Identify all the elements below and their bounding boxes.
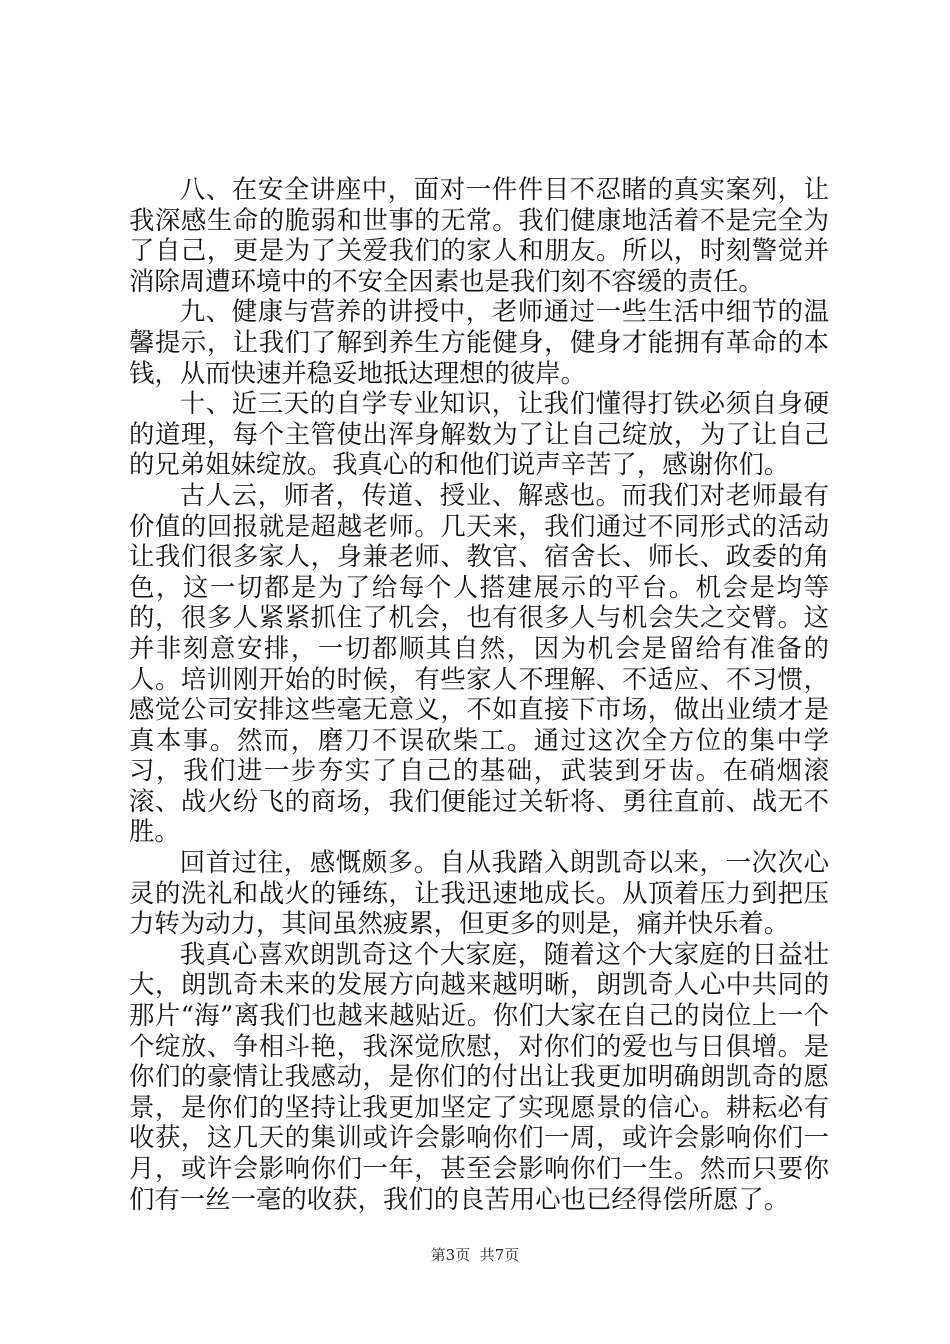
page-total: 共7页 <box>479 1246 520 1264</box>
paragraph-health-nutrition: 九、健康与营养的讲授中，老师通过一些生活中细节的温馨提示，让我们了解到养生方能健身，健身才能拥有革命的本钱，从而快速并稳妥地抵达理想的彼岸。 <box>129 296 829 388</box>
paragraph-teachers: 古人云，师者，传道、授业、解惑也。而我们对老师最有价值的回报就是超越老师。几天来，我们通过不同形式的活动让我们很多家人，身兼老师、教官、宿舍长、师长、政委的角色，这一切都是为了给每个人搭建展示的平台。机会是均等的，很多人紧紧抓住了机会，也有很多人与机会失之交臂。这并非刻意安排，一切都顺其自然，因为机会是留给有准备的人。培训刚开始的时候，有些家人不理解、不适应、不习惯，感觉公司安排这些毫无意义，不如直接下市场，做出业绩才是真本事。然而，磨刀不误砍柴工。通过这次全方位的集中学习，我们进一步夯实了自己的基础，武装到牙齿。在硝烟滚滚、战火纷飞的商场，我们便能过关斩将、勇往直前、战无不胜。 <box>129 479 829 847</box>
page-number: 第3页 <box>430 1246 471 1264</box>
paragraph-self-study: 十、近三天的自学专业知识，让我们懂得打铁必须自身硬的道理，每个主管使出浑身解数为了让自己绽放，为了让自己的兄弟姐妹绽放。我真心的和他们说声辛苦了，感谢你们。 <box>129 388 829 480</box>
paragraph-family: 我真心喜欢朗凯奇这个大家庭，随着这个大家庭的日益壮大，朗凯奇未来的发展方向越来越明晰，朗凯奇人心中共同的那片“海”离我们也越来越贴近。你们大家在自己的岗位上一个个绽放、争相斗艳，我深觉欣慰，对你们的爱也与日俱增。是你们的豪情让我感动，是你们的付出让我更加明确朗凯奇的愿景，是你们的坚持让我更加坚定了实现愿景的信心。耕耘必有收获，这几天的集训或许会影响你们一周，或许会影响你们一月，或许会影响你们一年，甚至会影响你们一生。然而只要你们有一丝一毫的收获，我们的良苦用心也已经得偿所愿了。 <box>129 938 829 1214</box>
paragraph-looking-back: 回首过往，感慨颇多。自从我踏入朗凯奇以来，一次次心灵的洗礼和战火的锤练，让我迅速地成长。从顶着压力到把压力转为动力，其间虽然疲累，但更多的则是，痛并快乐着。 <box>129 847 829 939</box>
page-footer <box>0 1244 950 1265</box>
document-body <box>129 174 829 1214</box>
paragraph-safety-lecture: 八、在安全讲座中，面对一件件目不忍睹的真实案列，让我深感生命的脆弱和世事的无常。我们健康地活着不是完全为了自己，更是为了关爱我们的家人和朋友。所以，时刻警觉并消除周遭环境中的不安全因素也是我们刻不容缓的责任。 <box>129 174 829 296</box>
